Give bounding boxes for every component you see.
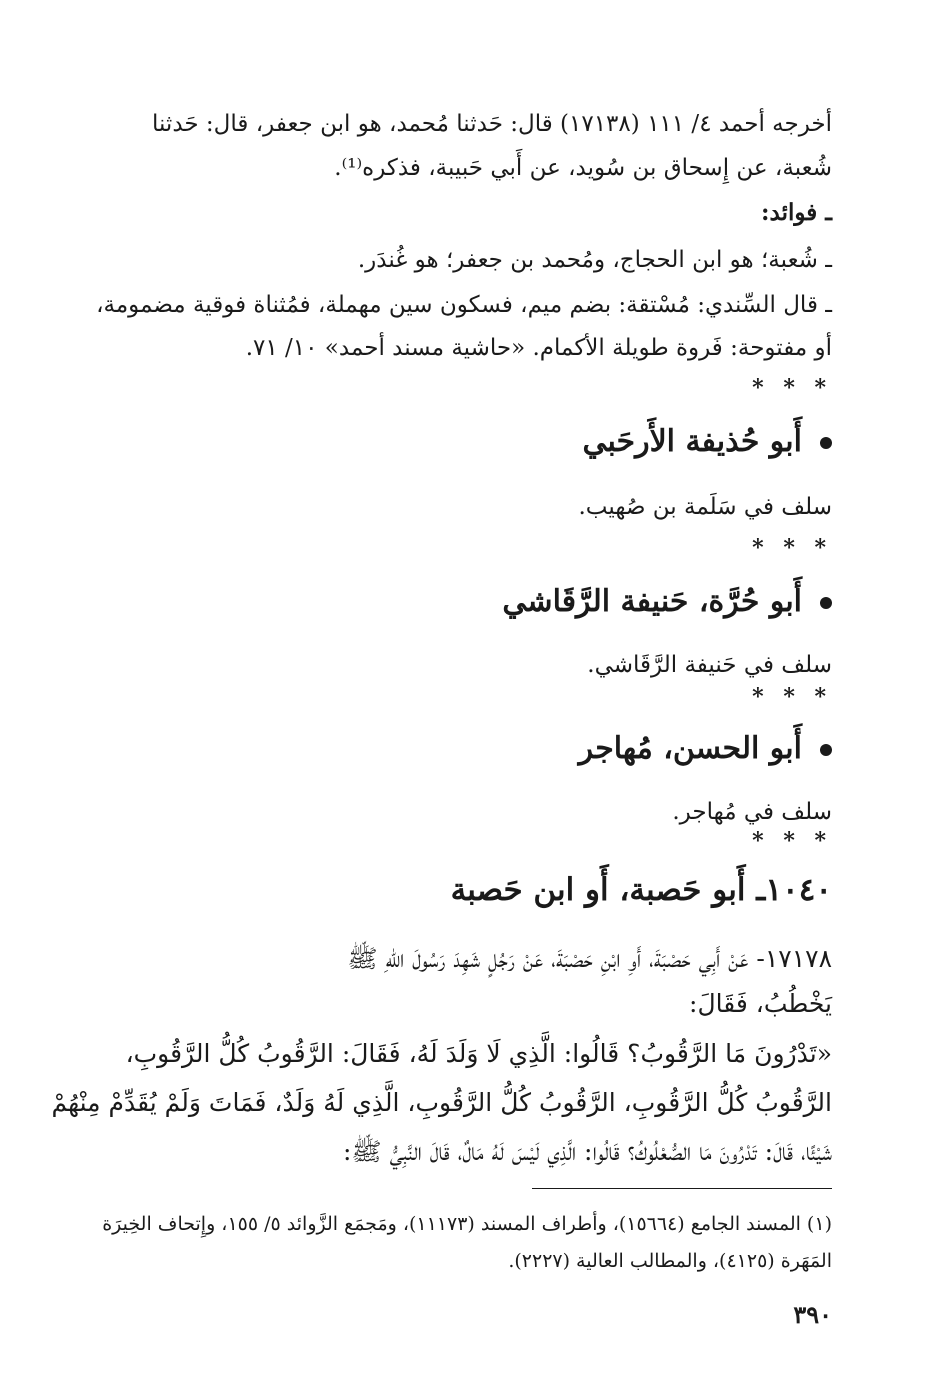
separator-stars: * * * bbox=[752, 828, 832, 854]
fawaid-label: ـ فوائد: bbox=[761, 199, 832, 226]
entry-reference: سلف في حَنيفة الرَّقَاشي. bbox=[587, 652, 832, 678]
entry-title: أَبو حُذيفة الأَرحَبي bbox=[582, 424, 802, 459]
separator-stars: * * * bbox=[752, 684, 832, 710]
text-line: أخرجه أحمد ٤/ ١١١ (١٧١٣٨) قال: حَدثنا مُحمد، هو ابن جعفر، قال: حَدثنا bbox=[151, 111, 832, 137]
hadith-line: شَيْئًا، قَالَ: تَدْرُونَ مَا الصُّعْلُوكُ؟ قَالُوا: الَّذِي لَيْسَ لَهُ مَالٌ، قَالَ النَّبِيُّ ﷺ: bbox=[343, 1137, 832, 1166]
hadith-line: ١٧١٧٨- عَنْ أَبِي حَصْبَةَ، أَوِ ابْنِ حَصْبَةَ، عَنْ رَجُلٍ شَهِدَ رَسُولَ اللهِ ﷺ bbox=[347, 944, 832, 973]
entry-title: أَبو الحسن، مُهاجر bbox=[578, 731, 802, 766]
footnote-line: المَهَرة (٤١٢٥)، والمطالب العالية (٢٢٢٧). bbox=[508, 1250, 832, 1272]
section-heading: ١٠٤٠ـ أَبو حَصبة، أَو ابن حَصبة bbox=[450, 872, 832, 908]
entry-title: أَبو حُرَّة، حَنيفة الرَّقَاشي bbox=[502, 584, 802, 619]
note-line: ـ شُعبة؛ هو ابن الحجاج، ومُحمد بن جعفر؛ هو غُندَر. bbox=[357, 247, 832, 273]
separator-stars: * * * bbox=[752, 375, 832, 401]
text-line: شُعبة، عن إِسحاق بن سُويد، عن أَبي حَبيبة، فذكره⁽¹⁾. bbox=[334, 155, 832, 181]
entry-heading bbox=[88, 420, 832, 464]
page-content bbox=[51, 0, 832, 1382]
bullet-icon bbox=[820, 437, 832, 449]
note-line: أو مفتوحة: فَروة طويلة الأكمام. «حاشية مسند أحمد» ١٠/ ٧١. bbox=[245, 335, 832, 361]
bullet-icon bbox=[820, 597, 832, 609]
entry-heading bbox=[88, 580, 832, 624]
entry-reference: سلف في مُهاجر. bbox=[672, 799, 832, 825]
footnote-line: (١) المسند الجامع (١٥٦٦٤)، وأطراف المسند (١١١٧٣)، ومَجمَع الزَّوائد ٥/ ١٥٥، وإِتحاف الخِيرَة bbox=[102, 1213, 832, 1235]
hadith-line: يَخْطُبُ، فَقَالَ: bbox=[689, 989, 832, 1018]
hadith-line: الرَّقُوبُ كُلُّ الرَّقُوبِ، الرَّقُوبُ كُلُّ الرَّقُوبِ، الَّذِي لَهُ وَلَدٌ، فَمَاتَ وَلَمْ يُقَدِّمْ مِنْهُمْ bbox=[51, 1088, 832, 1117]
hadith-line: «تَدْرُونَ مَا الرَّقُوبُ؟ قَالُوا: الَّذِي لَا وَلَدَ لَهُ، فَقَالَ: الرَّقُوبُ كُلُّ الرَّقُوبِ، bbox=[125, 1039, 832, 1068]
page-number: ٣٩٠ bbox=[793, 1300, 832, 1329]
note-line: ـ قال السِّندي: مُسْتقة: بضم ميم، فسكون سين مهملة، فمُثناة فوقية مضمومة، bbox=[96, 292, 832, 318]
footnote-divider bbox=[532, 1188, 832, 1189]
entry-heading bbox=[88, 727, 832, 771]
bullet-icon bbox=[820, 744, 832, 756]
entry-reference: سلف في سَلَمة بن صُهيب. bbox=[578, 494, 832, 520]
separator-stars: * * * bbox=[752, 535, 832, 561]
